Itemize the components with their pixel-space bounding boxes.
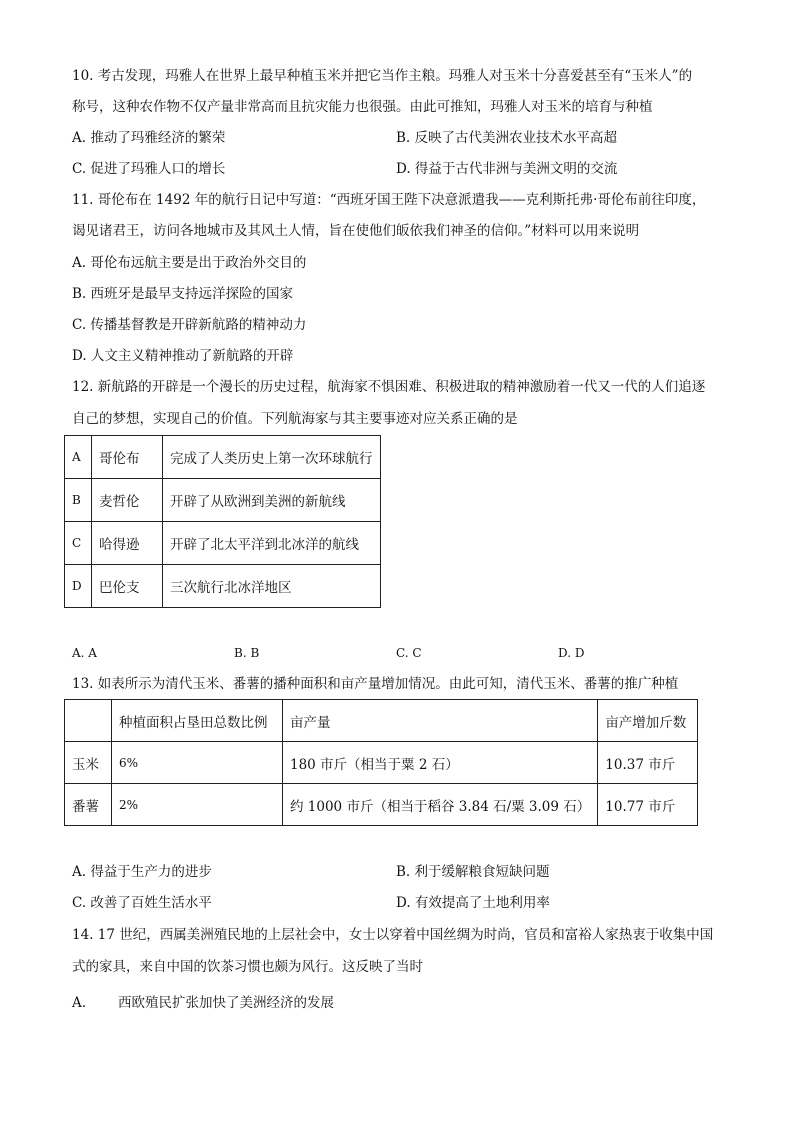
table-row xyxy=(65,784,698,826)
q11-stem-line2: 谒见诸君王，访问各地城市及其风土人情，旨在使他们皈依我们神圣的信仰。”材料可以用来说明 xyxy=(72,223,640,239)
q13-option-a: A. 得益于生产力的进步 xyxy=(72,864,212,880)
table-row xyxy=(65,742,698,784)
q10-stem-line1: 10. 考古发现，玛雅人在世界上最早种植玉米并把它当作主粮。玛雅人对玉米十分喜爱甚至有“玉米人”的 xyxy=(72,68,693,84)
table-cell: B xyxy=(65,479,92,522)
table-header-row xyxy=(65,700,698,742)
table-cell: 10.77 市斤 xyxy=(598,784,698,826)
q14-stem-line1: 14. 17 世纪，西属美洲殖民地的上层社会中，女士以穿着中国丝绸为时尚，官员和富裕人家热衷于收集中国 xyxy=(72,927,714,943)
table-cell: 玉米 xyxy=(65,742,112,784)
table-cell: 180 市斤（相当于粟 2 石） xyxy=(283,742,598,784)
table-cell: 2% xyxy=(112,784,283,826)
q13-stem-line1: 13. 如表所示为清代玉米、番薯的播种面积和亩产量增加情况。由此可知，清代玉米、番薯的推广种植 xyxy=(72,676,679,692)
table-cell: 10.37 市斤 xyxy=(598,742,698,784)
q14-option-a-text: 西欧殖民扩张加快了美洲经济的发展 xyxy=(118,995,334,1011)
q10-option-a: A. 推动了玛雅经济的繁荣 xyxy=(72,130,226,146)
table-cell: 番薯 xyxy=(65,784,112,826)
table-header-cell: 亩产量 xyxy=(283,700,598,742)
table-cell: D xyxy=(65,565,92,608)
q13-option-c: C. 改善了百姓生活水平 xyxy=(72,895,212,911)
table-header-cell xyxy=(65,700,112,742)
q11-stem-line1: 11. 哥伦布在 1492 年的航行日记中写道：“西班牙国王陛下决意派遣我——克利斯托弗·哥伦布前往印度， xyxy=(72,192,706,208)
table-cell: 开辟了从欧洲到美洲的新航线 xyxy=(163,479,381,522)
q12-option-d: D. D xyxy=(558,646,585,660)
q10-option-b: B. 反映了古代美洲农业技术水平高超 xyxy=(396,130,618,146)
q12-stem-line1: 12. 新航路的开辟是一个漫长的历史过程，航海家不惧困难、积极进取的精神激励着一代又一代的人们追逐 xyxy=(72,379,706,395)
q11-option-c: C. 传播基督教是开辟新航路的精神动力 xyxy=(72,317,307,333)
q14-stem-line2: 式的家具，来自中国的饮茶习惯也颇为风行。这反映了当时 xyxy=(72,959,423,975)
table-cell: 约 1000 市斤（相当于稻谷 3.84 石/粟 3.09 石） xyxy=(283,784,598,826)
table-header-cell: 亩产增加斤数 xyxy=(598,700,698,742)
table-cell: C xyxy=(65,522,92,565)
q13-crop-table xyxy=(64,699,698,826)
q10-stem-line2: 称号，这种农作物不仅产量非常高而且抗灾能力也很强。由此可推知，玛雅人对玉米的培育与种植 xyxy=(72,99,653,115)
q13-option-d: D. 有效提高了土地利用率 xyxy=(396,895,550,911)
table-row xyxy=(65,436,381,479)
q13-option-b: B. 利于缓解粮食短缺问题 xyxy=(396,864,550,880)
table-cell: 6% xyxy=(112,742,283,784)
table-cell: 哈得逊 xyxy=(92,522,163,565)
table-cell: 麦哲伦 xyxy=(92,479,163,522)
q12-navigator-table xyxy=(64,435,381,608)
q10-option-c: C. 促进了玛雅人口的增长 xyxy=(72,161,226,177)
table-header-cell: 种植面积占垦田总数比例 xyxy=(112,700,283,742)
q12-stem-line2: 自己的梦想，实现自己的价值。下列航海家与其主要事迹对应关系正确的是 xyxy=(72,411,518,427)
q10-option-d: D. 得益于古代非洲与美洲文明的交流 xyxy=(396,161,618,177)
table-row xyxy=(65,479,381,522)
table-cell: 完成了人类历史上第一次环球航行 xyxy=(163,436,381,479)
table-row xyxy=(65,522,381,565)
q12-option-a: A. A xyxy=(72,646,97,660)
q12-option-b: B. B xyxy=(234,646,260,660)
table-cell: 巴伦支 xyxy=(92,565,163,608)
q11-option-a: A. 哥伦布远航主要是出于政治外交目的 xyxy=(72,255,307,271)
table-cell: A xyxy=(65,436,92,479)
q14-option-a-key: A. xyxy=(72,995,87,1011)
table-cell: 三次航行北冰洋地区 xyxy=(163,565,381,608)
q12-option-c: C. C xyxy=(396,646,422,660)
table-cell: 开辟了北太平洋到北冰洋的航线 xyxy=(163,522,381,565)
q11-option-b: B. 西班牙是最早支持远洋探险的国家 xyxy=(72,286,294,302)
table-cell: 哥伦布 xyxy=(92,436,163,479)
q11-option-d: D. 人文主义精神推动了新航路的开辟 xyxy=(72,348,294,364)
table-row xyxy=(65,565,381,608)
